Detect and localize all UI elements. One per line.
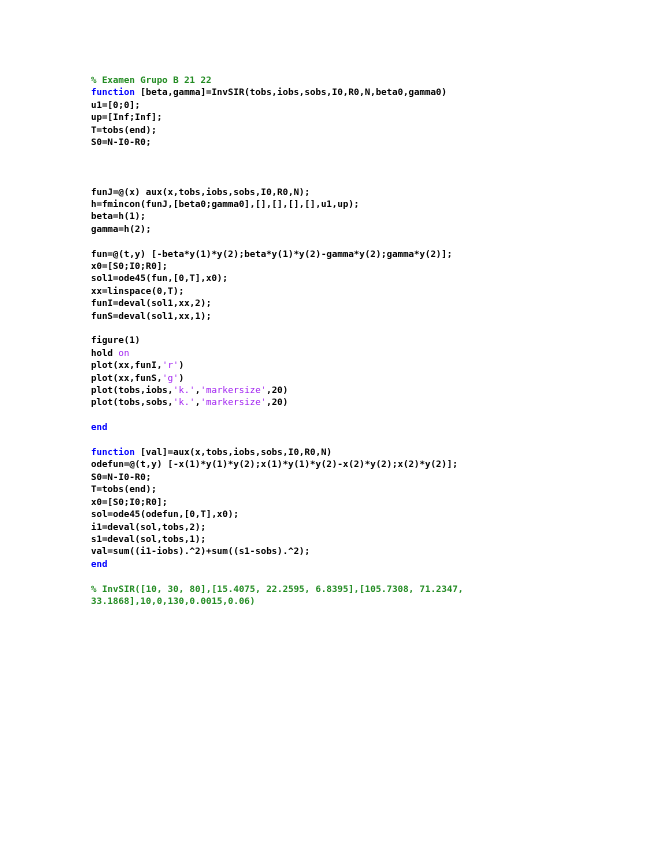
comment-token: 33.1868],10,0,130,0.0015,0.06) — [91, 596, 256, 607]
code-line — [91, 199, 631, 211]
code-token: sol=ode45(odefun,[0,T],x0); — [91, 510, 239, 521]
code-token: beta=h(1); — [91, 212, 146, 223]
code-line — [91, 534, 631, 546]
string-token: 'g' — [162, 373, 179, 384]
code-token: xx=linspace(0,T); — [91, 286, 185, 297]
code-token: val=sum((i1-iobs).^2)+sum((s1-sobs).^2); — [91, 547, 310, 558]
string-token: 'markersize' — [200, 386, 267, 397]
code-line — [91, 311, 631, 323]
blank-line — [91, 323, 631, 335]
blank-line — [91, 571, 631, 583]
code-line — [91, 224, 631, 236]
string-token: 'r' — [162, 361, 179, 372]
code-token: i1=deval(sol,tobs,2); — [91, 522, 206, 533]
string-token: 'markersize' — [200, 398, 267, 409]
code-line — [91, 472, 631, 484]
code-line — [91, 422, 631, 434]
code-line — [91, 509, 631, 521]
code-line — [91, 211, 631, 223]
code-line — [91, 75, 631, 87]
code-token: plot(tobs,iobs, — [91, 386, 174, 397]
keyword-token: function — [91, 448, 135, 459]
code-token: fun=@(t,y) [-beta*y(1)*y(2);beta*y(1)*y(2)-gamma*y(2);gamma*y(2)]; — [91, 249, 453, 260]
code-line — [91, 286, 631, 298]
code-line — [91, 112, 631, 124]
code-line — [91, 596, 631, 608]
code-listing — [91, 75, 631, 608]
blank-line — [91, 236, 631, 248]
code-line — [91, 298, 631, 310]
code-token: ) — [178, 373, 185, 384]
code-token: u1=[0;0]; — [91, 100, 141, 111]
code-token: funI=deval(sol1,xx,2); — [91, 299, 212, 310]
code-token: gamma=h(2); — [91, 224, 152, 235]
code-token: up=[Inf;Inf]; — [91, 113, 163, 124]
code-token: S0=N-I0-R0; — [91, 138, 152, 149]
code-token: , — [195, 398, 201, 409]
code-line — [91, 497, 631, 509]
blank-line — [91, 149, 631, 161]
code-line — [91, 373, 631, 385]
code-token: , — [195, 386, 201, 397]
code-token: plot(xx,funI, — [91, 361, 163, 372]
blank-line — [91, 162, 631, 174]
comment-token: % InvSIR([10, 30, 80],[15.4075, 22.2595, 6.8395],[105.7308, 71.2347, — [91, 584, 464, 595]
code-token: ,20) — [266, 386, 289, 397]
code-line — [91, 546, 631, 558]
code-line — [91, 447, 631, 459]
code-token: sol1=ode45(fun,[0,T],x0); — [91, 274, 228, 285]
code-line — [91, 397, 631, 409]
code-line — [91, 273, 631, 285]
code-token: s1=deval(sol,tobs,1); — [91, 534, 206, 545]
string-token: 'k.' — [173, 398, 196, 409]
code-token: ,20) — [266, 398, 289, 409]
code-line — [91, 249, 631, 261]
code-token: funJ=@(x) aux(x,tobs,iobs,sobs,I0,R0,N); — [91, 187, 310, 198]
blank-line — [91, 174, 631, 186]
code-line — [91, 335, 631, 347]
code-token: [val]=aux(x,tobs,iobs,sobs,I0,R0,N) — [134, 448, 332, 459]
code-line — [91, 100, 631, 112]
code-line — [91, 584, 631, 596]
code-token: hold — [91, 348, 119, 359]
code-token: odefun=@(t,y) [-x(1)*y(1)*y(2);x(1)*y(1)*y(2)-x(2)*y(2);x(2)*y(2)]; — [91, 460, 458, 471]
blank-line — [91, 410, 631, 422]
code-line — [91, 522, 631, 534]
blank-line — [91, 435, 631, 447]
code-line — [91, 559, 631, 571]
code-line — [91, 360, 631, 372]
string-token: on — [118, 348, 130, 359]
code-token: plot(tobs,sobs, — [91, 398, 174, 409]
code-line — [91, 385, 631, 397]
code-token: x0=[S0;I0;R0]; — [91, 262, 168, 273]
code-token: S0=N-I0-R0; — [91, 472, 152, 483]
code-line — [91, 125, 631, 137]
code-line — [91, 137, 631, 149]
code-line — [91, 459, 631, 471]
keyword-token: end — [91, 423, 108, 434]
code-line — [91, 261, 631, 273]
keyword-token: function — [91, 88, 135, 99]
code-token: h=fmincon(funJ,[beta0;gamma0],[],[],[],[],u1,up); — [91, 200, 360, 211]
code-line — [91, 348, 631, 360]
code-line — [91, 484, 631, 496]
code-line — [91, 87, 631, 99]
keyword-token: end — [91, 559, 108, 570]
string-token: 'k.' — [173, 386, 196, 397]
code-token: ) — [178, 361, 185, 372]
code-token: [beta,gamma]=InvSIR(tobs,iobs,sobs,I0,R0,N,beta0,gamma0) — [134, 88, 447, 99]
code-token: x0=[S0;I0;R0]; — [91, 497, 168, 508]
comment-token: % Examen Grupo B 21 22 — [91, 76, 212, 86]
code-token: figure(1) — [91, 336, 141, 347]
code-token: T=tobs(end); — [91, 125, 157, 136]
code-token: plot(xx,funS, — [91, 373, 163, 384]
code-line — [91, 187, 631, 199]
code-token: funS=deval(sol1,xx,1); — [91, 311, 212, 322]
code-token: T=tobs(end); — [91, 485, 157, 496]
